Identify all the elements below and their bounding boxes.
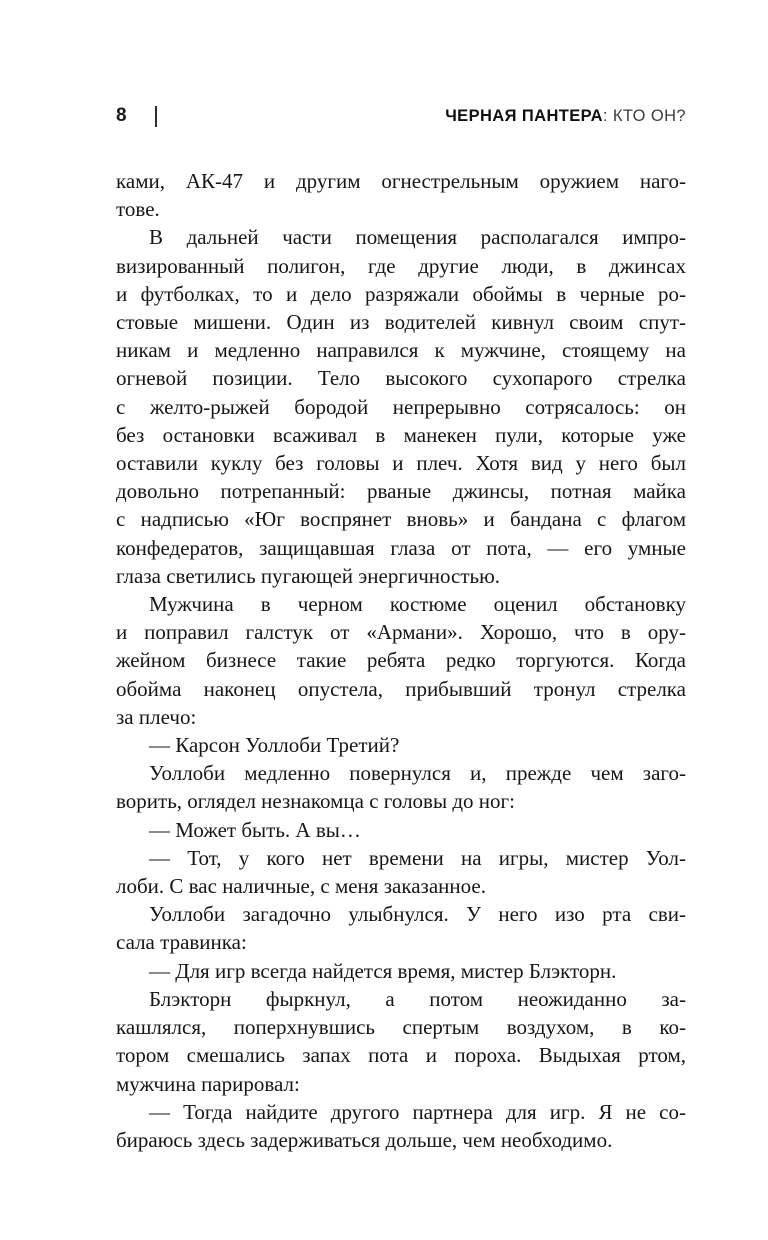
header-divider — [155, 106, 157, 127]
text-line: — Тогда найдите другого партнера для игр. Я не со- — [149, 1099, 686, 1124]
text-line: никам и медленно направился к мужчине, стоящему на — [116, 338, 686, 363]
text-line: и футболках, то и дело разряжали обоймы в черные ро- — [116, 281, 686, 306]
running-title-sub: : КТО ОН? — [602, 106, 686, 125]
paragraph — [116, 590, 686, 731]
paragraph — [116, 167, 686, 223]
page-number: 8 — [116, 105, 127, 126]
text-line: мужчина парировал: — [116, 1071, 300, 1096]
text-line: кашлялся, поперхнувшись спертым воздухом, в ко- — [116, 1015, 686, 1040]
paragraph — [116, 900, 686, 956]
text-line: бираюсь здесь задерживаться дольше, чем необходимо. — [116, 1127, 613, 1152]
text-line: тором смешались запах пота и пороха. Выдыхая ртом, — [116, 1043, 686, 1068]
text-line: жейном бизнесе такие ребята редко торгуются. Когда — [116, 648, 686, 673]
text-line: оставили куклу без головы и плеч. Хотя вид у него был — [116, 451, 686, 476]
text-line: глаза светились пугающей энергичностью. — [116, 563, 501, 588]
paragraph — [116, 985, 686, 1098]
text-line: огневой позиции. Тело высокого сухопарого стрелка — [116, 366, 686, 391]
text-line: Мужчина в черном костюме оценил обстановку — [149, 592, 686, 617]
page-header — [116, 105, 686, 127]
paragraph — [116, 223, 686, 590]
text-line: и поправил галстук от «Армани». Хорошо, что в ору- — [116, 620, 686, 645]
page-body — [116, 167, 686, 1154]
page-number-group — [116, 105, 157, 127]
running-title — [445, 107, 686, 126]
paragraph — [116, 816, 686, 844]
paragraph — [116, 1098, 686, 1154]
text-line: обойма наконец опустела, прибывший тронул стрелка — [116, 676, 686, 701]
text-line: В дальней части помещения располагался импро- — [149, 225, 686, 250]
text-line: довольно потрепанный: рваные джинсы, потная майка — [116, 479, 686, 504]
running-title-main: ЧЕРНАЯ ПАНТЕРА — [445, 106, 603, 125]
text-line: Блэкторн фыркнул, а потом неожиданно за- — [149, 986, 686, 1011]
text-line: — Может быть. А вы… — [149, 817, 361, 842]
text-line: за плечо: — [116, 704, 197, 729]
text-line: — Карсон Уоллоби Третий? — [149, 733, 400, 758]
text-line: конфедератов, защищавшая глаза от пота, — его умные — [116, 535, 686, 560]
paragraph — [116, 957, 686, 985]
text-line: стовые мишени. Один из водителей кивнул своим спут- — [116, 310, 686, 335]
text-line: лоби. С вас наличные, с меня заказанное. — [116, 874, 486, 899]
paragraph — [116, 759, 686, 815]
text-line: — Тот, у кого нет времени на игры, мистер Уол- — [149, 845, 686, 870]
text-line: без остановки всаживал в манекен пули, которые уже — [116, 422, 686, 447]
text-line: Уоллоби медленно повернулся и, прежде чем заго- — [149, 761, 686, 786]
text-line: с надписью «Юг воспрянет вновь» и бандана с флагом — [116, 507, 686, 532]
text-line: — Для игр всегда найдется время, мистер Блэкторн. — [149, 958, 617, 983]
paragraph — [116, 731, 686, 759]
text-line: визированный полигон, где другие люди, в джинсах — [116, 253, 686, 278]
text-line: с желто-рыжей бородой непрерывно сотрясалось: он — [116, 394, 686, 419]
text-line: ворить, оглядел незнакомца с головы до ног: — [116, 789, 515, 814]
text-line: сала травинка: — [116, 930, 247, 955]
text-line: Уоллоби загадочно улыбнулся. У него изо рта сви- — [149, 902, 686, 927]
paragraph — [116, 844, 686, 900]
text-line: тове. — [116, 197, 160, 222]
text-line: ками, АК-47 и другим огнестрельным оружием наго- — [116, 169, 686, 193]
